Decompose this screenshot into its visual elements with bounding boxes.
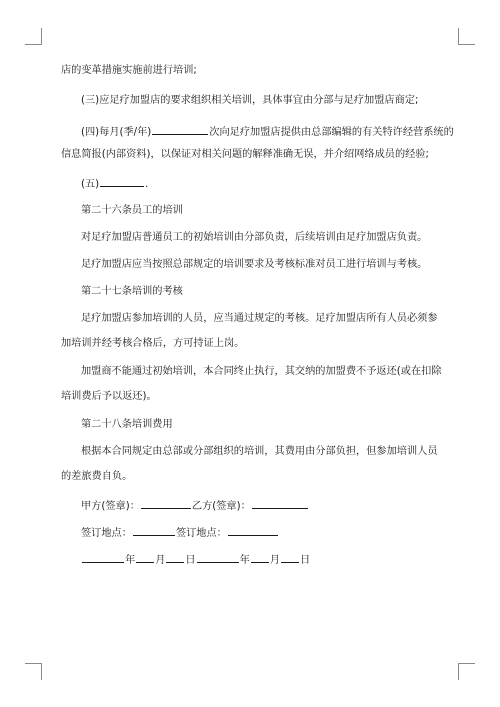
paragraph-line: 培训费后予以返还)。 <box>61 391 157 402</box>
section-heading: 第二十八条培训费用 <box>81 419 173 430</box>
party-a-label: 甲方(签章)： <box>81 501 140 512</box>
month-label: 月 <box>155 555 166 566</box>
blank-field <box>152 124 208 135</box>
party-b-label: 乙方(签章)： <box>191 501 251 512</box>
year-label: 年 <box>125 555 136 566</box>
day-label: 日 <box>299 555 311 566</box>
corner-mark-top-right <box>458 28 475 45</box>
paragraph-line: 足疗加盟店参加培训的人员，应当通过规定的考核。足疗加盟店所有人员必须参 <box>81 313 438 324</box>
corner-mark-bottom-right <box>458 663 475 680</box>
clause-five-label: (五) <box>81 179 100 190</box>
paragraph-line <box>81 124 454 140</box>
month-blank <box>136 552 154 563</box>
date-line <box>81 552 310 568</box>
signing-place-label: 签订地点： <box>81 528 132 539</box>
paragraph-line <box>81 176 148 192</box>
day-blank <box>281 552 299 563</box>
paragraph-line: 加培训并经考核合格后，方可持证上岗。 <box>61 338 245 349</box>
section-heading: 第二十七条培训的考核 <box>81 286 183 297</box>
paragraph-line: 信息简报(内部资料)，以保证对相关问题的解释准确无误，并介绍网络成员的经验; <box>61 149 429 160</box>
year-label: 年 <box>239 555 250 566</box>
blank-field <box>100 176 144 187</box>
signing-place-label: 签订地点： <box>175 528 227 539</box>
month-label: 月 <box>269 555 280 566</box>
clause-four-rest: 次向足疗加盟店提供由总部编辑的有关特许经营系统的 <box>209 127 454 138</box>
section-heading: 第二十六条员工的培训 <box>81 205 183 216</box>
paragraph-line: (三)应足疗加盟店的要求组织相关培训，具体事宜由分部与足疗加盟店商定; <box>81 95 419 106</box>
party-b-blank <box>252 498 308 509</box>
day-blank <box>166 552 184 563</box>
year-blank <box>197 552 239 563</box>
party-a-blank <box>141 498 191 509</box>
clause-four-start: (四)每月(季/年) <box>81 127 152 138</box>
corner-mark-bottom-left <box>25 663 42 680</box>
paragraph-line: 的差旅费自负。 <box>61 471 133 482</box>
paragraph-line: 对足疗加盟店普通员工的初始培训由分部负责，后续培训由足疗加盟店负责。 <box>81 232 428 243</box>
paragraph-line: 根据本合同规定由总部或分部组织的培训，其费用由分部负担，但参加培训人员 <box>81 446 438 457</box>
paragraph-line: 加盟商不能通过初始培训，本合同终止执行，其交纳的加盟费不予返还(或在扣除 <box>81 366 442 377</box>
corner-mark-top-left <box>25 28 42 45</box>
paragraph-line: 店的变革措施实施前进行培训; <box>61 65 197 76</box>
day-label: 日 <box>185 555 196 566</box>
signature-line <box>81 498 309 514</box>
month-blank <box>251 552 269 563</box>
signing-place-blank <box>133 525 175 536</box>
signing-place-line <box>81 525 279 541</box>
signing-place-blank <box>228 525 278 536</box>
year-blank <box>82 552 124 563</box>
clause-five-end: . <box>145 179 149 190</box>
paragraph-line: 足疗加盟店应当按照总部规定的培训要求及考核标准对员工进行培训与考核。 <box>81 259 428 270</box>
